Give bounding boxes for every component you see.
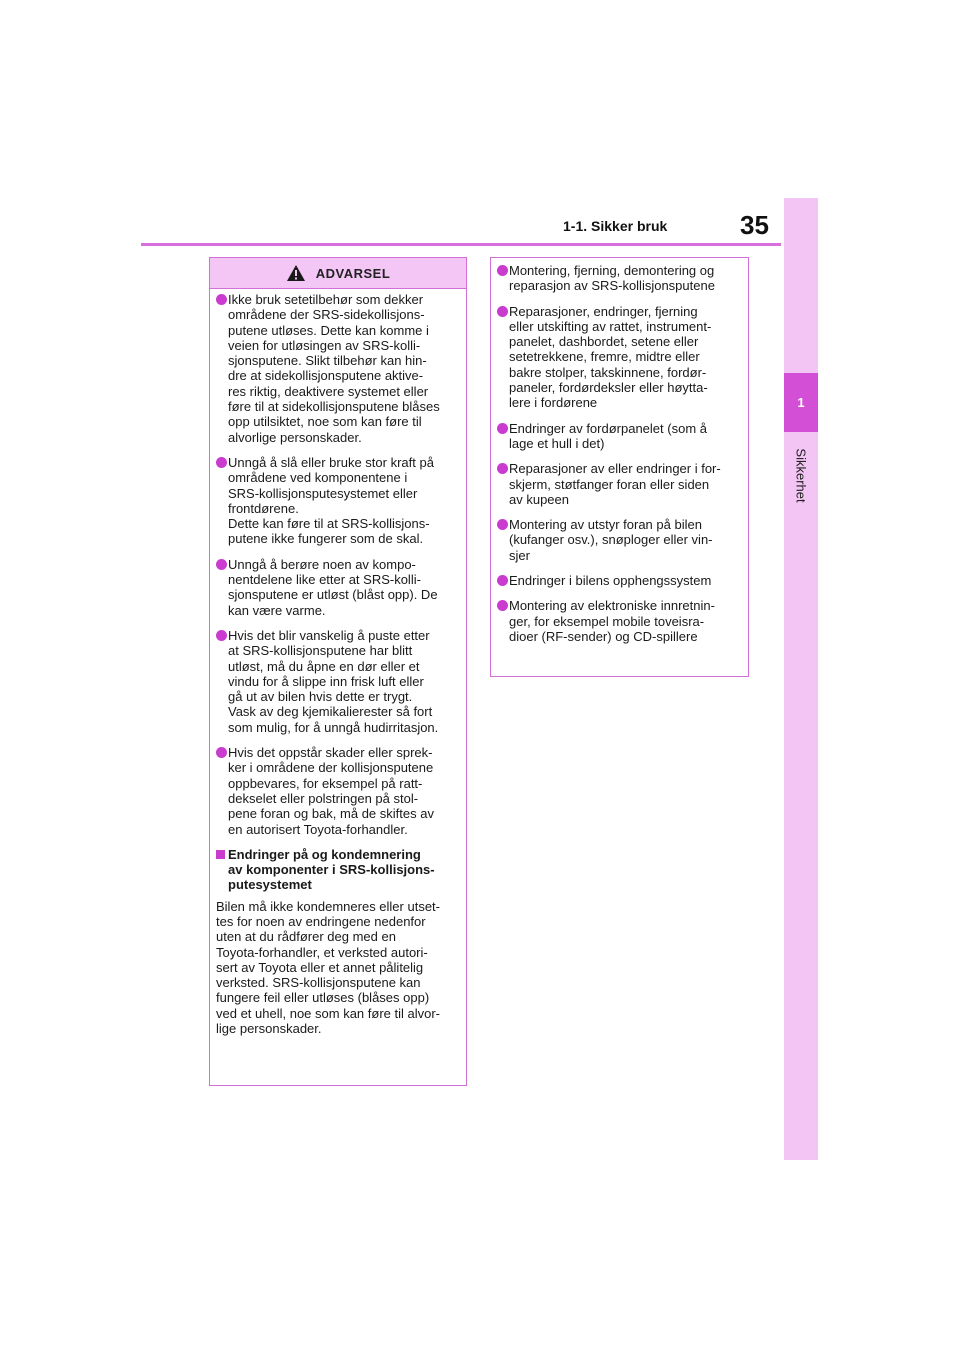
- bullet-text: Endringer av fordørpanelet (som å lage et hull i det): [509, 420, 707, 451]
- section-title: 1-1. Sikker bruk: [563, 218, 668, 234]
- chapter-label-text: Sikkerhet: [793, 447, 809, 503]
- warning-bullet: [216, 557, 460, 618]
- header-rule: [141, 243, 781, 246]
- bullet-text: Ikke bruk setetilbehør som dekker områdene der SRS-sidekollisjons- putene utløses. Dette kan komme i veien for utløsingen av SRS-kolli- sjonsputene. Slikt tilbehør kan hin- dre at sidekollisjonsputene aktive- res riktig, deaktivere systemet eller føre til at sidekollisjonsputene blåses opp utilsiktet, noe som kan føre til alvorlige personskader.: [228, 292, 440, 445]
- bullet-dot-icon: [497, 463, 508, 474]
- warning-body-text: Bilen må ikke kondemneres eller utset- tes for noen av endringene nedenfor uten at du rådfører deg med en Toyota-forhandler, et verksted autori- sert av Toyota eller et annet pålitelig verksted. SRS-kollisjonsputene kan fungere feil eller utløses (blåses opp) ved et uhell, noe som kan føre til alvor- lige personskader.: [216, 898, 440, 1037]
- chapter-number-tab[interactable]: 1: [784, 373, 818, 432]
- bullet-dot-icon: [216, 747, 227, 758]
- subheading-text: Endringer på og kondemnering av komponenter i SRS-kollisjons- putesystemet: [228, 846, 435, 893]
- warning-header: [210, 258, 466, 289]
- warning-bullet: [497, 421, 742, 452]
- bullet-text: Montering av utstyr foran på bilen (kufanger osv.), snøploger eller vin- sjer: [509, 517, 713, 563]
- warning-bullet: [216, 455, 460, 547]
- bullet-dot-icon: [216, 630, 227, 641]
- warning-box-left: [209, 257, 467, 1086]
- bullet-text: Reparasjoner, endringer, fjerning eller utskifting av rattet, instrument- panelet, dashbordet, setene eller setetrekkene, fremre, midtre eller bakre stolper, takskinnene, fordør- paneler, fordørdeksler eller høytta- lere i fordørene: [509, 303, 712, 411]
- warning-triangle-icon: [286, 264, 306, 282]
- warning-bullet: [216, 745, 460, 837]
- bullet-dot-icon: [497, 600, 508, 611]
- warning-bullet: [497, 517, 742, 563]
- bullet-dot-icon: [497, 575, 508, 586]
- bullet-dot-icon: [497, 519, 508, 530]
- bullet-text: Endringer i bilens opphengssystem: [509, 573, 712, 589]
- warning-bullet: [497, 461, 742, 507]
- bullet-text: Unngå å slå eller bruke stor kraft på områdene ved komponentene i SRS-kollisjonsputesystemet eller frontdørene. Dette kan føre til at SRS-kollisjons- putene ikke fungerer som de skal.: [228, 454, 434, 547]
- bullet-dot-icon: [216, 457, 227, 468]
- bullet-text: Montering, fjerning, demontering og reparasjon av SRS-kollisjonsputene: [509, 263, 715, 294]
- bullet-text: Unngå å berøre noen av kompo- nentdelene like etter at SRS-kolli- sjonsputene er utløst (blåst opp). De kan være varme.: [228, 556, 438, 618]
- bullet-dot-icon: [216, 294, 227, 305]
- warning-left-content: [210, 289, 466, 1036]
- bullet-text: Hvis det oppstår skader eller sprek- ker i områdene der kollisjonsputene oppbevares, for eksempel på ratt- dekselet eller polstringen på stol- pene foran og bak, må de skiftes av en autorisert Toyota-forhandler.: [228, 745, 434, 837]
- warning-title: ADVARSEL: [315, 265, 391, 281]
- page-number: 35: [740, 210, 769, 240]
- warning-subheading: [216, 847, 460, 893]
- square-bullet-icon: [216, 850, 225, 859]
- bullet-text: Montering av elektroniske innretnin- ger, for eksempel mobile toveisra- dioer (RF-sender) og CD-spillere: [509, 598, 715, 644]
- bullet-dot-icon: [497, 265, 508, 276]
- warning-bullet: [216, 292, 460, 445]
- warning-bullet: [497, 263, 742, 294]
- warning-right-content: [491, 258, 748, 644]
- bullet-dot-icon: [497, 306, 508, 317]
- warning-bullet: [497, 598, 742, 644]
- warning-box-right: [490, 257, 749, 677]
- bullet-text: Reparasjoner av eller endringer i for- skjerm, støtfanger foran eller siden av kupeen: [509, 461, 721, 507]
- bullet-dot-icon: [216, 559, 227, 570]
- bullet-dot-icon: [497, 423, 508, 434]
- warning-bullet: [497, 573, 742, 588]
- warning-bullet: [216, 628, 460, 735]
- chapter-label: [784, 435, 818, 515]
- chapter-side-tab: [784, 198, 818, 1160]
- warning-bullet: [497, 304, 742, 411]
- bullet-text: Hvis det blir vanskelig å puste etter at SRS-kollisjonsputene har blitt utløst, må du åpne en dør eller et vindu for å slippe inn frisk luft eller gå ut av bilen hvis dette er trygt. Vask av deg kjemikalierester så fort som mulig, for å unngå hudirritasjon.: [228, 627, 439, 735]
